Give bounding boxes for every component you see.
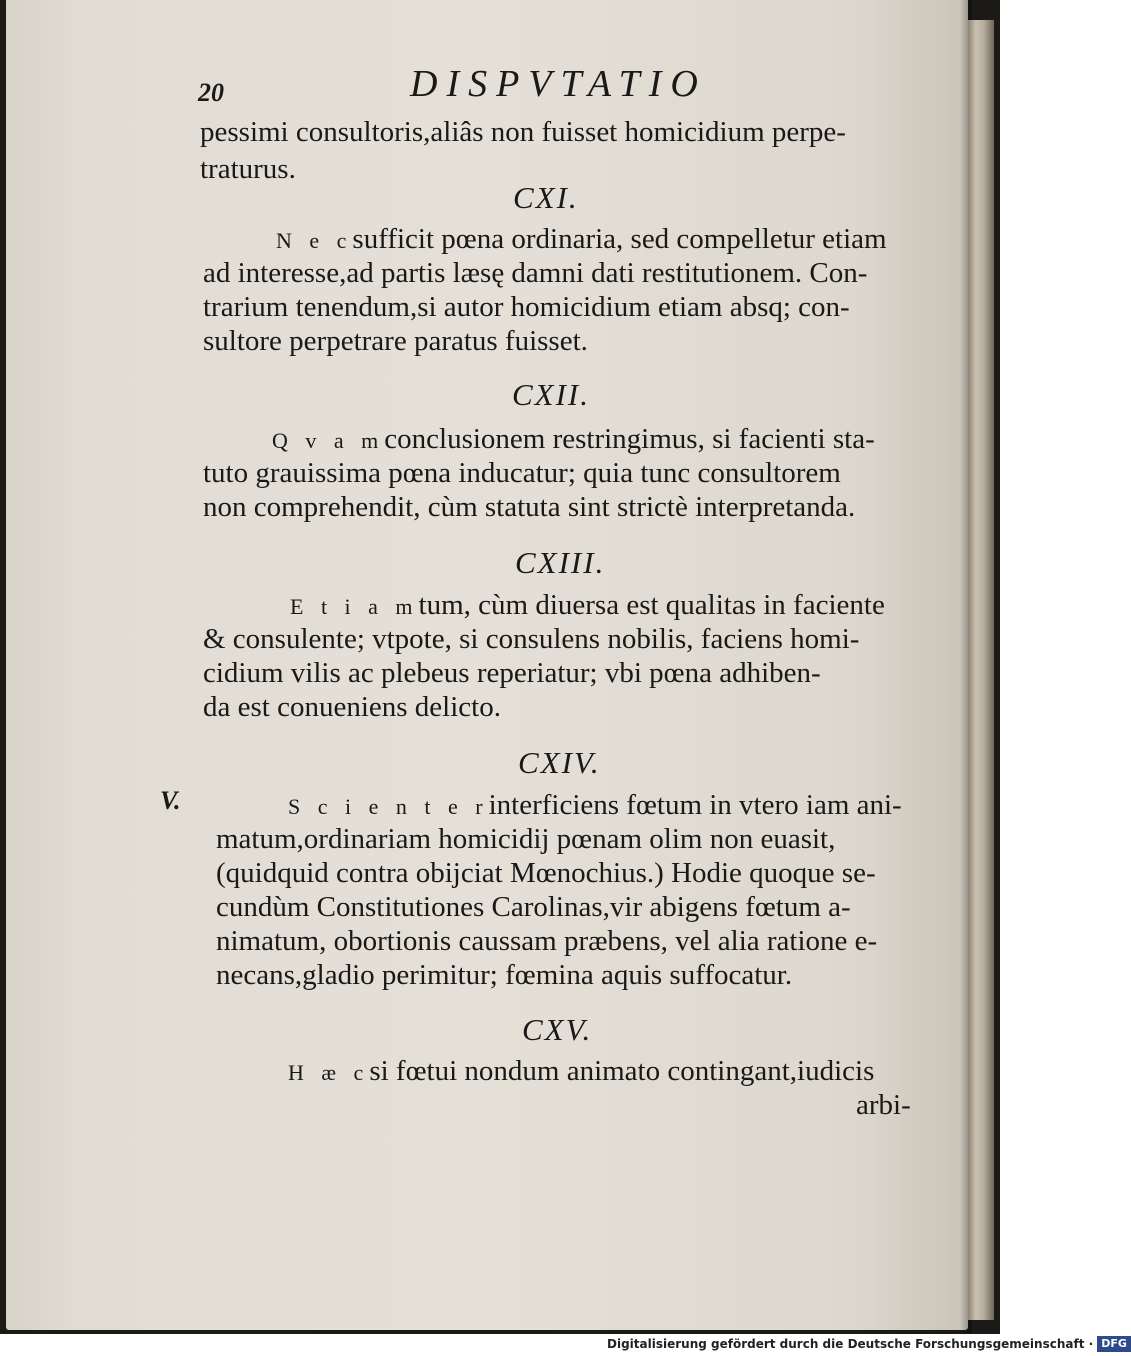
text-line: & consulente; vtpote, si consulens nobilis, faciens homi-	[203, 623, 860, 655]
catchword: arbi-	[856, 1089, 911, 1121]
text-line: cidium vilis ac plebeus reperiatur; vbi pœna adhiben-	[203, 657, 821, 689]
initial-word: Q v a m	[272, 428, 385, 453]
initial-word: H æ c	[288, 1060, 370, 1085]
section-number: CXV.	[522, 1012, 593, 1047]
text-line: necans,gladio perimitur; fœmina aquis suffocatur.	[216, 959, 793, 991]
footer-credit-text: Digitalisierung gefördert durch die Deutsche Forschungsgemeinschaft ·	[607, 1337, 1094, 1351]
text-line-rest: sufficit pœna ordinaria, sed compelletur etiam	[352, 223, 887, 255]
initial-word: S c i e n t e r	[288, 794, 489, 819]
section-number: CXIII.	[515, 545, 606, 580]
section-number: CXIV.	[518, 745, 601, 780]
margin-note: V.	[160, 786, 181, 815]
text-line-rest: interficiens fœtum in vtero iam ani-	[488, 789, 902, 821]
text-line: trarium tenendum,si autor homicidium etiam absq; con-	[203, 291, 850, 323]
text-line: non comprehendit, cùm statuta sint strictè interpretanda.	[203, 491, 856, 523]
text-line	[290, 588, 885, 624]
text-line: da est conueniens delicto.	[203, 691, 501, 723]
text-line	[272, 422, 875, 458]
text-line: tuto grauissima pœna inducatur; quia tunc consultorem	[203, 457, 841, 489]
running-head: DISPVTATIO	[410, 63, 707, 105]
initial-word: E t i a m	[290, 594, 419, 619]
text-line	[276, 222, 887, 258]
footer-credit	[607, 1336, 1131, 1352]
text-line-rest: si fœtui nondum animato contingant,iudicis	[369, 1055, 875, 1087]
text-line	[288, 1054, 874, 1090]
text-line: pessimi consultoris,aliâs non fuisset homicidium perpe-	[200, 116, 846, 148]
section-number: CXII.	[512, 377, 591, 412]
text-line	[288, 788, 902, 824]
section-number: CXI.	[513, 180, 579, 215]
text-line: nimatum, obortionis caussam præbens, vel alia ratione e-	[216, 925, 878, 957]
text-line: cundùm Constitutiones Carolinas,vir abigens fœtum a-	[216, 891, 851, 923]
dfg-logo: DFG	[1097, 1336, 1131, 1352]
initial-word: N e c	[276, 228, 353, 253]
text-line: ad interesse,ad partis læsę damni dati restitutionem. Con-	[203, 257, 868, 289]
text-line: sultore perpetrare paratus fuisset.	[203, 325, 588, 357]
text-line-rest: conclusionem restringimus, si facienti sta-	[384, 423, 875, 455]
text-line: traturus.	[200, 153, 296, 185]
text-line: (quidquid contra obijciat Mœnochius.) Hodie quoque se-	[216, 857, 876, 889]
page-number: 20	[198, 78, 224, 107]
text-line: matum,ordinariam homicidij pœnam olim non euasit,	[216, 823, 836, 855]
text-line-rest: tum, cùm diuersa est qualitas in faciente	[418, 589, 885, 621]
